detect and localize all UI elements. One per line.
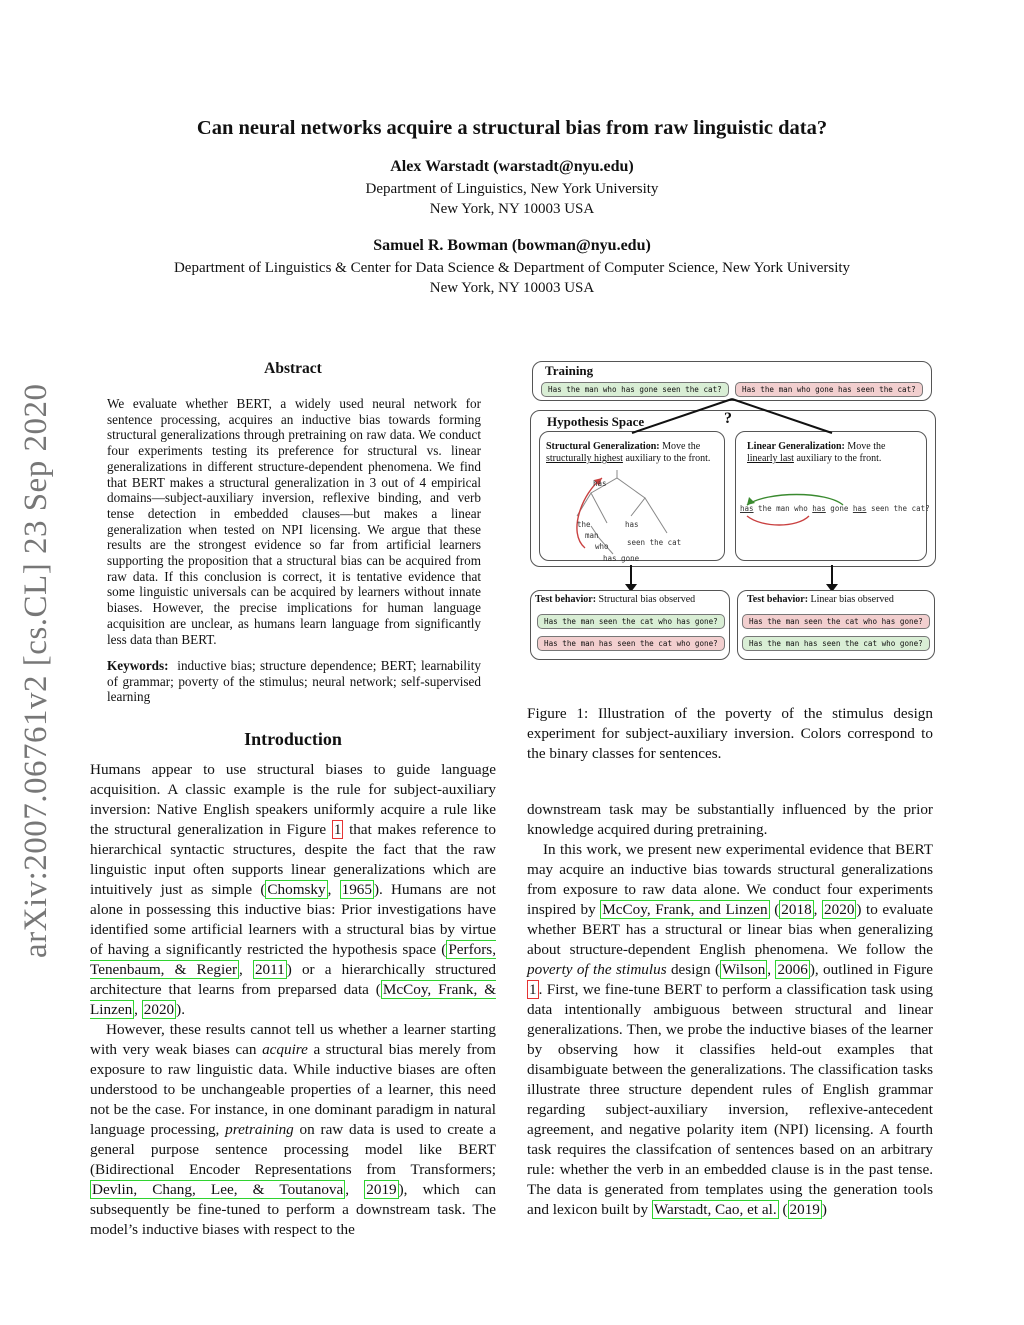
- citation-link[interactable]: 2020: [143, 1001, 175, 1018]
- underlined-term: linearly last: [747, 453, 794, 464]
- structural-title: Structural Generalization:: [546, 441, 660, 452]
- keywords-label: Keywords:: [107, 658, 169, 673]
- word: seen the cat?: [866, 504, 930, 513]
- tree-node: has: [593, 479, 607, 488]
- citation-link[interactable]: 1965: [341, 881, 372, 898]
- text-run: Humans appear to use structural biases to guide language acquisition. A classic example is the rule for subject-auxiliary inversion: Native English speakers uniformly acquire a rule like the structural generalization in Figure: [90, 761, 496, 838]
- intro-paragraph-3: downstream task may be substantially influenced by the prior knowledge acquired during pretraining.: [527, 801, 933, 838]
- arxiv-stamp: arXiv:2007.06761v2 [cs.CL] 23 Sep 2020: [18, 383, 54, 958]
- movement-arrow-red: [747, 516, 809, 525]
- linear-sentence: [740, 504, 930, 513]
- text-run: . First, we fine-tune BERT to perform a classification task using data intentionally ambiguous between structural and linear generalizations. Then, we probe the inductive biases of the learner by observing how it classifies held-out examples that disambiguate between the generalizations. The classification tasks illustrate three structure dependent rules of English grammar regarding subject-auxiliary inversion, reflexive-antecedent agreement, and negative polarity item (NPI) licensing. A fourth task requires the classifcation of sentences based on an arbitrary rule: whether the verb in an embedded clause is in the past tense. The data is generated from templates using the generation tools and lexicon built by: [527, 981, 933, 1218]
- text-run: However, these results cannot tell us whether a learner starting with very weak biases can: [90, 1021, 496, 1058]
- text-run: ): [821, 1201, 827, 1218]
- text-run: Move the: [844, 441, 886, 452]
- text-run: ), which can subsequently be fine-tuned to perform a downstream task. The model’s inductive biases with respect to the: [90, 1181, 497, 1238]
- author-name: Samuel R. Bowman (bowman@nyu.edu): [373, 237, 651, 254]
- linear-title: Linear Generalization:: [747, 441, 845, 452]
- test-sentence-red: Has the man seen the cat who has gone?: [742, 614, 930, 629]
- tree-node: the: [577, 520, 591, 529]
- text-run: ) to evaluate whether BERT has a structural or linear bias when generalizing about structure-dependent English phenomena. We follow the: [527, 901, 933, 958]
- citation-link[interactable]: Warstadt, Cao, et al.: [653, 1201, 777, 1218]
- citation-link[interactable]: Devlin, Chang, Lee, & Toutanova: [92, 1181, 344, 1198]
- emphasis: pretraining: [225, 1121, 294, 1138]
- text-run: that makes reference to hierarchical syntactic structures, despite the fact that the raw linguistic input often supports linear generalizations which are intuitively just as simple (: [90, 821, 496, 898]
- branch-arrow-line: [732, 399, 832, 433]
- author-affiliation: Department of Linguistics & Center for Data Science & Department of Computer Science, New York University: [173, 260, 851, 276]
- text-run: (: [778, 1201, 788, 1218]
- citation-link[interactable]: Wilson: [722, 961, 766, 978]
- text-run: a structural bias merely from exposure to raw linguistic data. While inductive biases are often understood to be unchangeable properties of a learner, this need not be the case. For instance, in one dominant paradigm in natural language processing,: [90, 1041, 496, 1138]
- training-sentence-green: Has the man who has gone seen the cat?: [541, 382, 729, 397]
- intro-paragraph-1: [90, 760, 496, 1020]
- text-run: auxiliary to the front.: [622, 453, 711, 464]
- citation-link[interactable]: 2020: [824, 901, 855, 918]
- test-linear-title: [747, 594, 894, 606]
- figure-1: [527, 358, 937, 663]
- emphasis: acquire: [262, 1041, 308, 1058]
- test-title: Test behavior:: [747, 594, 809, 605]
- training-sentence-red: Has the man who gone has seen the cat?: [735, 382, 923, 397]
- text-run: ).: [176, 1001, 185, 1018]
- text-run: ,: [345, 1181, 365, 1198]
- text-run: auxiliary to the front.: [793, 453, 882, 464]
- branch-arrow-line: [632, 399, 732, 433]
- intro-paragraph-4: [527, 840, 933, 1220]
- citation-link[interactable]: 2019: [789, 1201, 820, 1218]
- text-run: ,: [239, 961, 253, 978]
- author-affiliation: Department of Linguistics, New York University: [365, 181, 659, 197]
- text-run: Linear bias observed: [808, 594, 894, 605]
- text-run: ) or a hierarchically structured architecture that learns from preparsed data (: [90, 961, 496, 998]
- text-run: ). Humans are not alone in possessing this inductive bias: Prior investigations have identified some artificial learners with a structural bias by virtue of having a significantly restricted the hypothesis space (: [90, 881, 496, 958]
- text-run: ), outlined in Figure: [809, 961, 933, 978]
- figure-reference-link[interactable]: 1: [529, 981, 537, 998]
- citation-link[interactable]: 2019: [366, 1181, 397, 1198]
- test-sentence-green: Has the man seen the cat who has gone?: [537, 614, 725, 629]
- underlined-term: structurally highest: [546, 453, 623, 464]
- emphasis: poverty of the stimulus: [527, 961, 667, 978]
- word: has: [812, 504, 826, 513]
- test-sentence-green: Has the man has seen the cat who gone?: [742, 636, 930, 651]
- training-label: Training: [545, 363, 594, 378]
- test-title: Test behavior:: [535, 594, 597, 605]
- text-run: ,: [327, 881, 340, 898]
- text-run: ,: [767, 961, 776, 978]
- text-run: Move the: [659, 441, 701, 452]
- hypothesis-space-label: Hypothesis Space: [547, 414, 645, 429]
- citation-link[interactable]: 2018: [781, 901, 812, 918]
- text-run: In this work, we present new experimental evidence that BERT may acquire an inductive bias towards structural generalizations from exposure to raw data alone. We conduct four experiments inspired by: [527, 841, 933, 918]
- tree-node: man: [585, 531, 599, 540]
- test-structural-title: [535, 594, 695, 606]
- text-run: design (: [666, 961, 721, 978]
- abstract-text: We evaluate whether BERT, a widely used neural network for sentence processing, acquires an inductive bias towards forming structural generalizations through pretraining on raw data. We conduct four experiments testing its preference for structural vs. linear generalizations in different structure-dependent phenomena. We find that BERT makes a structural generalization in 3 out of 4 empirical domains—subject-auxiliary inversion, reflexive binding, and verb tense detection in embedded clauses—but makes a linear generalization when tested on NPI licensing. We argue that these results are the strongest evidence so far from artificial learners supporting the proposition that a structural bias can be acquired from raw data. If this conclusion is correct, it is tentative evidence that some linguistic universals can be acquired by learners without innate biases. However, the precise implications for human language acquisition are unclear, as humans learn language from significantly less data than BERT.: [107, 396, 481, 647]
- citation-link[interactable]: McCoy, Frank, and Linzen: [602, 901, 768, 918]
- text-run: ,: [134, 1001, 142, 1018]
- word: the man who: [753, 504, 813, 513]
- citation-link[interactable]: 2011: [254, 961, 285, 978]
- text-run: ,: [813, 901, 823, 918]
- citation-link[interactable]: McCoy, Frank, & Linzen: [90, 981, 497, 1018]
- word: gone: [825, 504, 853, 513]
- section-heading-introduction: Introduction: [244, 729, 342, 749]
- citation-link[interactable]: Chomsky: [267, 881, 326, 898]
- citation-link[interactable]: Perfors, Tenenbaum, & Regier: [90, 941, 496, 978]
- abstract-heading: Abstract: [264, 360, 322, 377]
- text-run: Structural bias observed: [596, 594, 696, 605]
- tree-node: has gone: [603, 554, 640, 563]
- author-address: New York, NY 10003 USA: [429, 280, 595, 296]
- author-address: New York, NY 10003 USA: [429, 201, 595, 217]
- word: has: [740, 504, 754, 513]
- tree-node: seen the cat: [627, 538, 682, 547]
- intro-paragraph-2: [90, 1020, 496, 1240]
- keywords: [107, 658, 481, 705]
- citation-link[interactable]: 2006: [777, 961, 808, 978]
- keywords-text: inductive bias; structure dependence; BERT; learnability of grammar; poverty of the stimulus; neural network; self-supervised learning: [107, 658, 482, 705]
- author-name: Alex Warstadt (warstadt@nyu.edu): [390, 158, 634, 175]
- text-run: on raw data is used to create a general purpose sentence processing model like BERT (Bidirectional Encoder Representations from Transformers;: [90, 1121, 496, 1178]
- tree-node: who: [595, 542, 609, 551]
- tree-node: has: [625, 520, 639, 529]
- figure-reference-link[interactable]: 1: [333, 821, 342, 838]
- figure-caption: Figure 1: Illustration of the poverty of the stimulus design experiment for subject-auxiliary inversion. Colors correspond to the binary classes for sentences.: [527, 705, 933, 762]
- test-sentence-red: Has the man has seen the cat who gone?: [537, 636, 725, 651]
- paper-title: Can neural networks acquire a structural bias from raw linguistic data?: [196, 117, 828, 139]
- word: has: [852, 504, 867, 513]
- text-run: (: [769, 901, 780, 918]
- question-mark: ?: [724, 410, 732, 427]
